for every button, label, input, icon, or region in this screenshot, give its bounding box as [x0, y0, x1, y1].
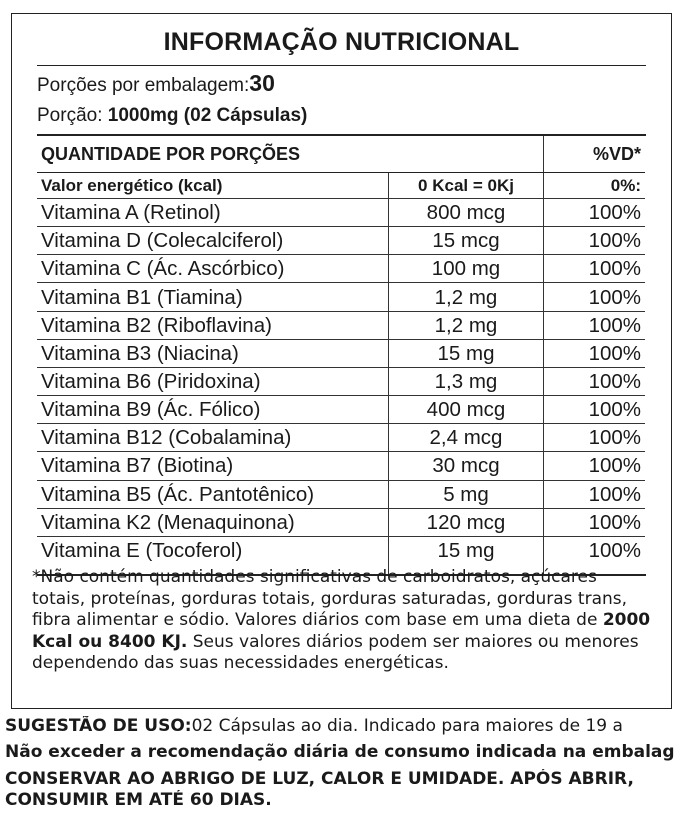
storage-line-1: CONSERVAR AO ABRIGO DE LUZ, CALOR E UMIDADE. APÓS ABRIR, [5, 769, 634, 789]
portions-per-package-value: 30 [249, 70, 275, 96]
nutrient-row [37, 451, 645, 480]
nutrient-amount: 30 mcg [432, 454, 500, 478]
nutrient-vd: 100% [588, 538, 641, 562]
nutrient-vd: 100% [588, 454, 641, 478]
nutrient-row [37, 508, 645, 537]
nutrient-amount: 120 mcg [426, 510, 506, 534]
nutrient-name: Vitamina B7 (Biotina) [41, 454, 234, 478]
panel-title: INFORMAÇÃO NUTRICIONAL [163, 28, 520, 56]
nutrient-row [37, 536, 645, 565]
footnote [32, 567, 652, 675]
nutrition-facts-panel [11, 13, 672, 709]
nutrient-row [37, 198, 645, 227]
nutrient-vd: 100% [588, 341, 641, 365]
header-vd: %VD* [592, 143, 641, 164]
portion-size-label: Porção: [37, 105, 103, 126]
nutrient-amount: 100 mg [431, 257, 501, 281]
energy-name: Valor energético (kcal) [41, 176, 223, 195]
nutrient-vd: 100% [588, 369, 641, 393]
nutrient-row [37, 254, 645, 283]
footnote-text-1: *Não contém quantidades significativas de carboidratos, açúcares totais, proteínas, gorduras totais, gorduras saturadas, gorduras trans, fibra alimentar e sódio. Valores diários com base em uma dieta de [32, 567, 628, 630]
nutrient-row [37, 367, 645, 396]
nutrient-name: Vitamina B3 (Niacina) [41, 341, 239, 365]
nutrient-name: Vitamina B12 (Cobalamina) [41, 426, 292, 450]
nutrient-amount: 800 mcg [426, 201, 506, 225]
usage-text: 02 Cápsulas ao dia. Indicado para maiores de 19 a [191, 716, 623, 736]
nutrient-row [37, 226, 645, 255]
nutrient-name: Vitamina D (Colecalciferol) [41, 229, 284, 253]
usage-warning: Não exceder a recomendação diária de consumo indicada na embalag [5, 742, 675, 762]
usage-label: SUGESTÃO DE USO: [5, 716, 192, 736]
storage-line-2: CONSUMIR EM ATÉ 60 DIAS. [5, 790, 272, 810]
nutrient-amount: 1,2 mg [434, 313, 498, 337]
nutrient-amount: 400 mcg [426, 398, 506, 422]
nutrient-row [37, 423, 645, 452]
portion-size-value: 1000mg (02 Cápsulas) [107, 105, 308, 126]
nutrient-amount: 1,2 mg [434, 285, 498, 309]
nutrient-amount: 5 mg [443, 482, 489, 506]
nutrient-amount: 1,3 mg [434, 369, 498, 393]
nutrient-row [37, 395, 645, 424]
nutrient-name: Vitamina A (Retinol) [41, 201, 221, 225]
nutrient-name: Vitamina B9 (Ác. Fólico) [41, 398, 261, 422]
energy-row [37, 172, 645, 199]
nutrient-name: Vitamina B5 (Ác. Pantotênico) [41, 482, 315, 506]
nutrient-name: Vitamina C (Ác. Ascórbico) [41, 257, 285, 281]
nutrient-row [37, 480, 645, 509]
nutrient-name: Vitamina K2 (Menaquinona) [41, 510, 295, 534]
portions-per-package-label: Porções por embalagem: [37, 75, 250, 96]
nutrient-vd: 100% [588, 201, 641, 225]
nutrient-vd: 100% [588, 313, 641, 337]
nutrient-vd: 100% [588, 257, 641, 281]
nutrient-vd: 100% [588, 285, 641, 309]
nutrient-name: Vitamina E (Tocoferol) [41, 538, 243, 562]
footnote-bold: 2000 Kcal ou 8400 KJ. [32, 610, 651, 652]
table-header-row [37, 136, 645, 172]
nutrient-row [37, 339, 645, 368]
footnote-text-2: Seus valores diários podem ser maiores ou menores dependendo das suas necessidades energéticas. [32, 631, 639, 673]
nutrient-vd: 100% [588, 398, 641, 422]
title-divider [37, 65, 646, 66]
nutrient-vd: 100% [588, 229, 641, 253]
nutrient-amount: 15 mg [437, 341, 495, 365]
energy-amount: 0 Kcal = 0Kj [418, 176, 514, 195]
nutrition-table [37, 136, 645, 574]
nutrient-amount: 2,4 mcg [429, 426, 503, 450]
header-quantity: QUANTIDADE POR PORÇÕES [41, 143, 301, 164]
nutrient-vd: 100% [588, 482, 641, 506]
nutrient-vd: 100% [588, 426, 641, 450]
nutrient-vd: 100% [588, 510, 641, 534]
nutrient-row [37, 311, 645, 340]
nutrient-row [37, 282, 645, 311]
portions-per-package [37, 70, 275, 97]
nutrient-amount: 15 mcg [432, 229, 500, 253]
nutrient-amount: 15 mg [437, 538, 495, 562]
energy-vd: 0%: [610, 176, 641, 195]
portion-size [37, 105, 307, 127]
nutrient-name: Vitamina B6 (Piridoxina) [41, 369, 261, 393]
usage-suggestion [5, 716, 680, 736]
nutrient-name: Vitamina B2 (Riboflavina) [41, 313, 272, 337]
nutrient-name: Vitamina B1 (Tiamina) [41, 285, 243, 309]
